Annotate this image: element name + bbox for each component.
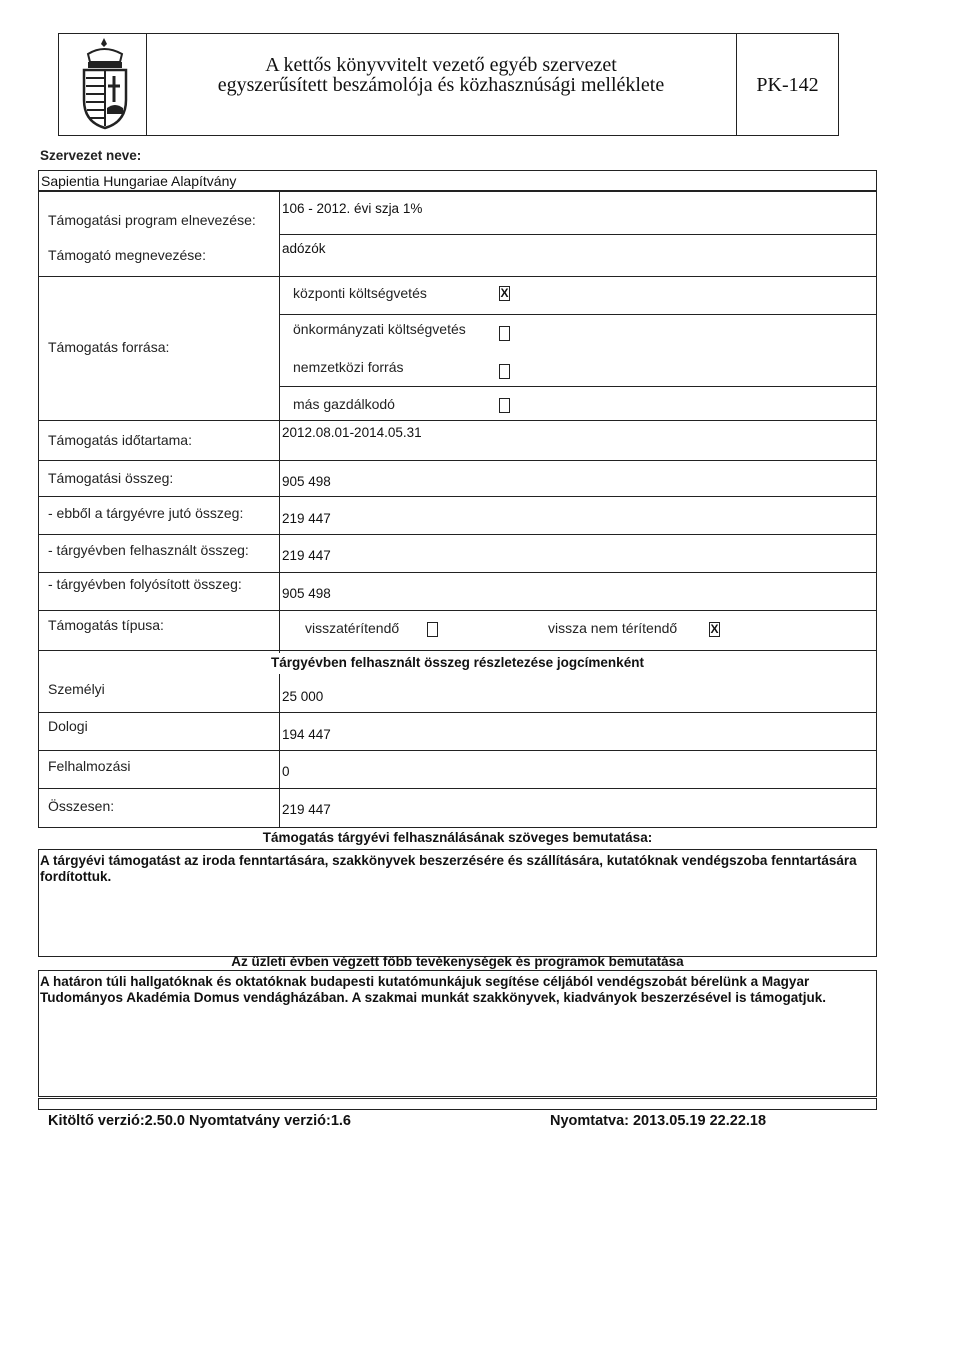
form-title-line1: A kettős könyvvitelt vezető egyéb szervezet (265, 54, 617, 76)
duration-row-line (38, 460, 877, 461)
source-option-business-checkbox[interactable] (499, 398, 510, 413)
funding-source-label: Támogatás forrása: (48, 339, 170, 355)
source-option-central-label: központi költségvetés (293, 285, 427, 301)
supporter-label: Támogató megnevezése: (48, 247, 206, 263)
breakdown-capital-label: Felhalmozási (48, 758, 131, 774)
paid-amount-value: 905 498 (282, 586, 331, 601)
org-name-value: Sapientia Hungariae Alapítvány (41, 173, 237, 189)
activities-title: Az üzleti évben végzett főbb tevékenységek és programok bemutatása (231, 954, 684, 969)
used-amount-label: - tárgyévben felhasznált összeg: (48, 542, 249, 558)
form-title-line2: egyszerűsített beszámolója és közhasznúsági melléklete (217, 74, 665, 96)
used-amount-line (38, 572, 877, 573)
year-amount-line (38, 534, 877, 535)
refundable-checkbox[interactable] (427, 622, 438, 637)
source-line-1 (279, 314, 877, 315)
breakdown-personal-value: 25 000 (282, 689, 324, 704)
breakdown-total-value: 219 447 (282, 802, 331, 817)
breakdown-line-3 (38, 788, 877, 789)
support-type-line (38, 650, 877, 651)
program-name-value: 106 - 2012. évi szja 1% (282, 201, 423, 216)
breakdown-total-label: Összesen: (48, 798, 115, 814)
duration-value: 2012.08.01-2014.05.31 (282, 425, 422, 440)
breakdown-title: Tárgyévben felhasznált összeg részletezése jogcímenként (271, 655, 644, 670)
source-option-business-label: más gazdálkodó (293, 396, 395, 412)
total-amount-line (38, 496, 877, 497)
source-option-international-label: nemzetközi forrás (293, 359, 404, 375)
hungarian-coat-of-arms-icon (74, 36, 136, 131)
paid-amount-line (38, 610, 877, 611)
breakdown-line-2 (38, 750, 877, 751)
refundable-label: visszatérítendő (305, 620, 400, 636)
supporter-row-line (38, 276, 877, 277)
usage-title: Támogatás tárgyévi felhasználásának szöveges bemutatása: (262, 830, 653, 845)
total-amount-label: Támogatási összeg: (48, 470, 174, 486)
footer-printed: Nyomtatva: 2013.05.19 22.22.18 (550, 1113, 767, 1129)
program-name-underline (279, 234, 877, 235)
nonrefundable-label: vissza nem térítendő (548, 620, 678, 636)
used-amount-value: 219 447 (282, 548, 331, 563)
source-option-municipal-checkbox[interactable] (499, 326, 510, 341)
breakdown-line-1 (38, 712, 877, 713)
year-amount-value: 219 447 (282, 511, 331, 526)
source-line-2 (279, 386, 877, 387)
nonrefundable-checkbox[interactable]: X (710, 622, 719, 636)
main-form-column-divider (279, 191, 280, 653)
year-amount-label: - ebből a tárgyévre jutó összeg: (48, 505, 244, 521)
activities-text: A határon túli hallgatóknak és oktatóknak budapesti kutatómunkájuk segítése céljából vendégszobát bérelünk a Magyar Tudományos Akadémia Domus vendágházában. A szakmai munkát szakkönyvek, kiadványok beszerzésével is támogatjuk. (40, 974, 827, 1005)
program-name-label: Támogatási program elnevezése: (48, 212, 256, 228)
form-code: PK-142 (756, 74, 819, 96)
support-type-label: Támogatás típusa: (48, 617, 164, 633)
source-option-central-checkbox[interactable]: X (500, 286, 509, 300)
breakdown-capital-value: 0 (282, 764, 290, 779)
footer-box (38, 1098, 877, 1110)
org-name-label: Szervezet neve: (40, 148, 142, 163)
footer-version: Kitöltő verzió:2.50.0 Nyomtatvány verzió:1.6 (48, 1113, 351, 1129)
breakdown-material-label: Dologi (48, 718, 88, 734)
breakdown-personal-label: Személyi (48, 681, 105, 697)
paid-amount-label: - tárgyévben folyósított összeg: (48, 576, 242, 592)
source-line-3 (38, 420, 877, 421)
source-option-international-checkbox[interactable] (499, 364, 510, 379)
usage-text: A tárgyévi támogatást az iroda fenntartására, szakkönyvek beszerzésére és szállítására, kutatóknak vendégszoba fenntartására fordítottuk. (40, 853, 857, 884)
source-option-municipal-label: önkormányzati költségvetés (293, 321, 466, 337)
total-amount-value: 905 498 (282, 474, 331, 489)
supporter-value: adózók (282, 241, 326, 256)
breakdown-column-divider (279, 674, 280, 828)
duration-label: Támogatás időtartama: (48, 432, 192, 448)
breakdown-material-value: 194 447 (282, 727, 331, 742)
